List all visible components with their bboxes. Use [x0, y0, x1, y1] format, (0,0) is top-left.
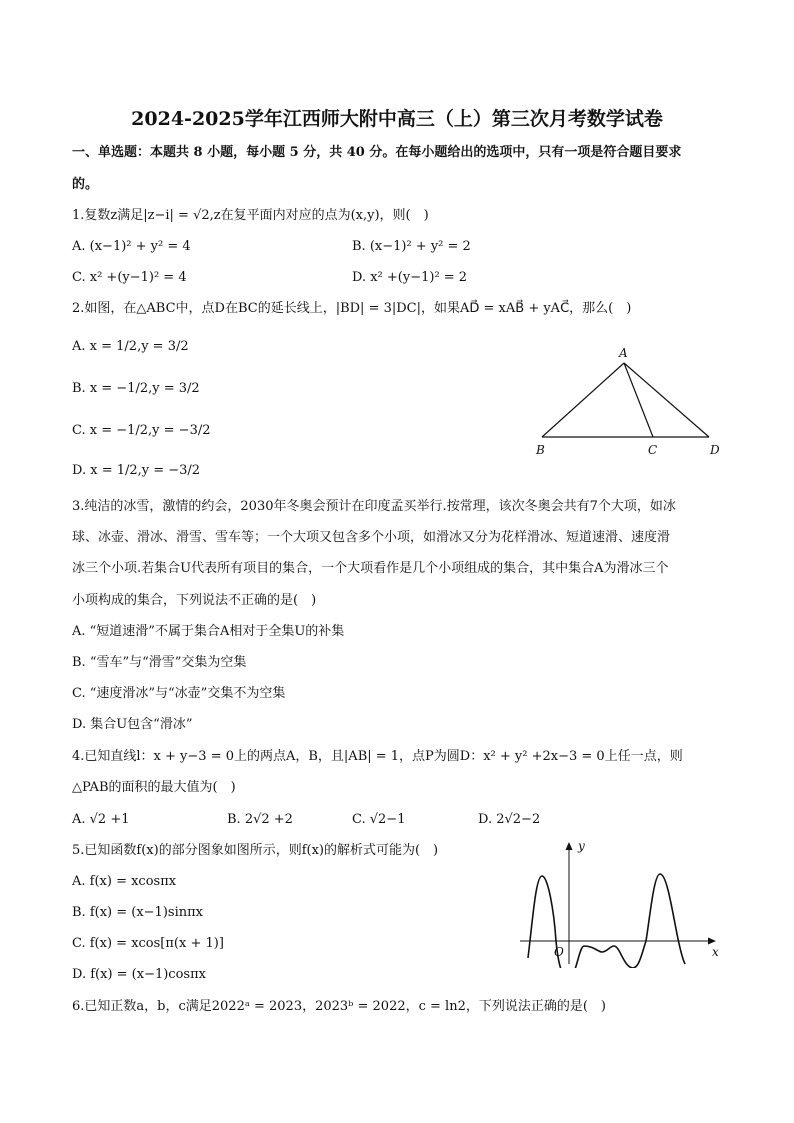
q4-option-c: C. √2−1: [352, 812, 406, 827]
section-heading-cont: 的。: [72, 177, 99, 192]
q5-option-a: A. f(x) = xcosπx: [72, 874, 177, 889]
q3-stem-line1: 3.纯洁的冰雪，激情的约会，2030年冬奥会预计在印度孟买举行.按常理，该次冬奥会共有7个大项，如冰: [72, 499, 676, 514]
q4-option-b: B. 2√2 +2: [227, 812, 293, 827]
q5-option-b: B. f(x) = (x−1)sinπx: [72, 905, 203, 920]
segment-ad: [624, 363, 709, 437]
segment-ac: [624, 363, 653, 437]
function-graph: [512, 836, 732, 968]
q4-stem-line2: △PAB的面积的最大值为( ): [72, 780, 236, 795]
q4-stem-line1: 4.已知直线l：x + y−3 = 0上的两点A，B，且|AB| = 1，点P为圆D：x² + y² +2x−3 = 0上任一点，则: [72, 749, 683, 764]
y-axis-label: y: [578, 839, 585, 853]
q4-option-a: A. √2 +1: [72, 812, 130, 827]
label-b: B: [536, 443, 545, 457]
q3-option-d: D. 集合U包含“滑冰”: [72, 717, 193, 732]
section-heading: 一、单选题：本题共 8 小题，每小题 5 分，共 40 分。在每小题给出的选项中，只有一项是符合题目要求: [72, 145, 682, 160]
q5-option-c: C. f(x) = xcos[π(x + 1)]: [72, 936, 224, 951]
label-c: C: [648, 443, 658, 457]
q2-option-c: C. x = −1/2,y = −3/2: [72, 423, 211, 438]
x-axis-arrow-icon: [708, 938, 716, 945]
label-a: A: [619, 346, 628, 360]
q3-option-b: B. “雪车”与“滑雪”交集为空集: [72, 655, 247, 670]
q3-option-a: A. “短道速滑”不属于集合A相对于全集U的补集: [72, 624, 345, 639]
q2-option-b: B. x = −1/2,y = 3/2: [72, 381, 200, 396]
q1-option-a: A. (x−1)² + y² = 4: [72, 239, 191, 254]
q3-stem-line4: 小项构成的集合，下列说法不正确的是( ): [72, 593, 317, 608]
function-curve: [528, 874, 685, 968]
y-axis-arrow-icon: [566, 842, 573, 850]
q2-option-d: D. x = 1/2,y = −3/2: [72, 463, 201, 478]
q3-stem-line2: 球、冰壶、滑冰、滑雪、雪车等；一个大项又包含多个小项，如滑冰又分为花样滑冰、短道速滑、速度滑: [72, 530, 671, 545]
q1-option-d: D. x² +(y−1)² = 2: [352, 270, 468, 285]
segment-ab: [542, 363, 624, 437]
q3-stem-line3: 冰三个小项.若集合U代表所有项目的集合，一个大项看作是几个小项组成的集合，其中集合A为滑冰三个: [72, 561, 669, 576]
label-d: D: [710, 443, 720, 457]
origin-label: O: [554, 945, 564, 959]
triangle-figure: [528, 342, 728, 462]
x-axis-label: x: [712, 945, 719, 959]
q1-stem: 1.复数z满足|z−i| = √2,z在复平面内对应的点为(x,y)，则( ): [72, 208, 429, 223]
q2-option-a: A. x = 1/2,y = 3/2: [72, 339, 189, 354]
page-title: 2024-2025学年江西师大附中高三（上）第三次月考数学试卷: [131, 108, 663, 130]
q3-option-c: C. “速度滑冰”与“冰壶”交集不为空集: [72, 686, 286, 701]
q5-option-d: D. f(x) = (x−1)cosπx: [72, 967, 206, 982]
q5-stem: 5.已知函数f(x)的部分图象如图所示，则f(x)的解析式可能为( ): [72, 843, 439, 858]
q6-stem: 6.已知正数a，b，c满足2022ᵃ = 2023，2023ᵇ = 2022，c = ln2，下列说法正确的是( ): [72, 999, 607, 1014]
q1-option-b: B. (x−1)² + y² = 2: [352, 239, 471, 254]
q4-option-d: D. 2√2−2: [478, 812, 541, 827]
q2-stem: 2.如图，在△ABC中，点D在BC的延长线上，|BD| = 3|DC|，如果AD⃗ = xAB⃗ + yAC⃗，那么( ): [72, 301, 632, 316]
q1-option-c: C. x² +(y−1)² = 4: [72, 270, 187, 285]
